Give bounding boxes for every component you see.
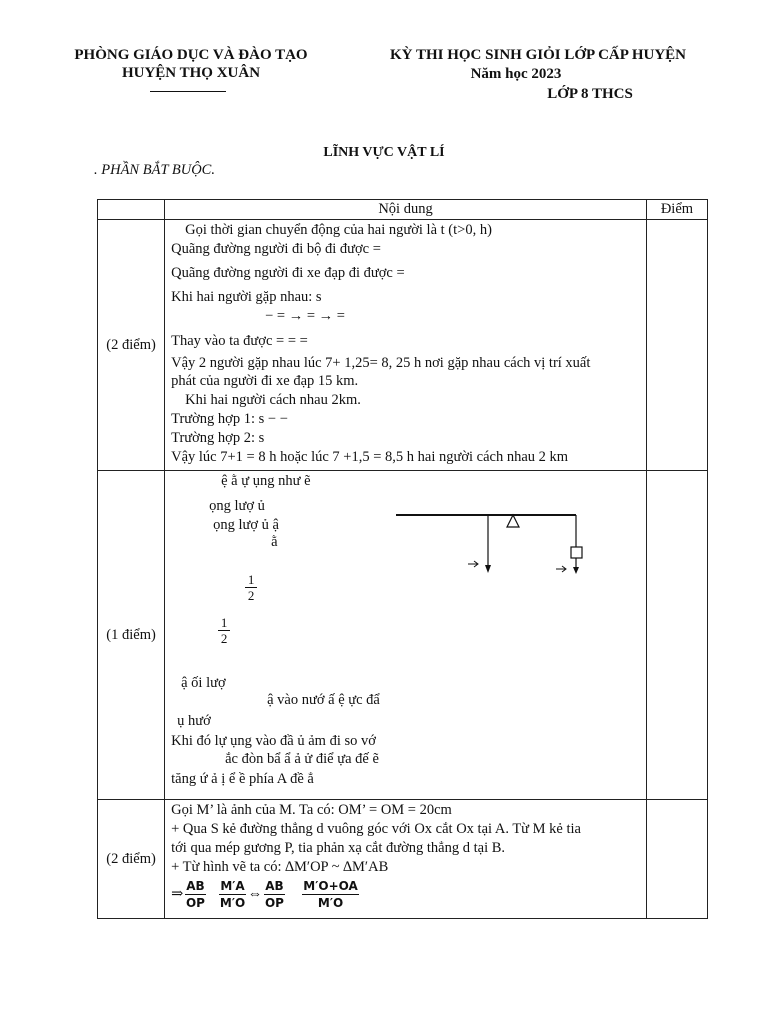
header-blank-cell [98, 200, 165, 220]
table-row [98, 800, 708, 919]
content-line: + Từ hình vẽ ta có: ∆M′OP ~ ∆M′AB [171, 859, 389, 875]
answer-table [97, 199, 708, 919]
row-content [165, 471, 647, 800]
content-line: ụ hướ [177, 713, 211, 729]
content-line: tới qua mép gương P, tia phản xạ cắt đường thẳng d tại B. [171, 840, 506, 856]
row-content [165, 800, 647, 919]
content-line: − = → = → = [265, 308, 345, 324]
content-line: ậ ối lượ [181, 675, 226, 691]
table-row [98, 220, 708, 471]
content-line: Vậy 2 người gặp nhau lúc 7+ 1,25= 8, 25 h nơi gặp nhau cách vị trí xuất [171, 355, 591, 371]
row-score-cell [646, 471, 707, 800]
school-year: Năm học 2023 [470, 66, 562, 82]
content-line: Vậy lúc 7+1 = 8 h hoặc lúc 7 +1,5 = 8,5 h hai người cách nhau 2 km [171, 449, 569, 465]
row-points-label: (1 điểm) [98, 471, 165, 800]
row-score-cell [646, 220, 707, 471]
row-points-label: (2 điểm) [98, 220, 165, 471]
content-line: Quãng đường người đi bộ đi được = [171, 241, 381, 257]
content-line: Gọi thời gian chuyển động của hai người là t (t>0, h) [185, 222, 492, 238]
content-line: tăng ứ ả ị ể ề phía A đề ẳ [171, 771, 314, 787]
fraction-half: 1 2 [218, 615, 230, 646]
content-line: Khi hai người gặp nhau: s [171, 289, 322, 305]
row-content [165, 220, 647, 471]
content-line: Trường hợp 1: s − − [171, 411, 288, 427]
row-score-cell [646, 800, 707, 919]
content-line: Gọi M’ là ảnh của M. Ta có: OM’ = OM = 20cm [171, 802, 452, 818]
content-line: Quãng đường người đi xe đạp đi được = [171, 265, 405, 281]
content-line: Khi đó lự ụng vào đầ ủ ảm đi so vớ [171, 733, 376, 749]
header-points: Điểm [646, 200, 707, 220]
part-title: . PHẦN BẮT BUỘC. [94, 162, 215, 178]
fraction-half: 1 2 [245, 572, 257, 603]
content-line: ệ ằ ự ụng như ẽ [221, 473, 311, 489]
content-line: ọng lượ ủ ậ [213, 517, 279, 533]
table-row [98, 471, 708, 800]
grade-level: LỚP 8 THCS [547, 86, 633, 102]
header-content: Nội dung [165, 200, 647, 220]
content-line: phát của người đi xe đạp 15 km. [171, 373, 359, 389]
content-line: Trường hợp 2: s [171, 430, 265, 446]
section-title: LĨNH VỰC VẬT LÍ [323, 145, 445, 160]
ratio-equation: ⇒ $\frac{AB}{OP}$ $\frac{M'A}{M'O}$ ⇔ $\frac{AB}{OP}$ $\frac{M'O+OA}{M'O}$ [171, 879, 358, 910]
department-name: PHÒNG GIÁO DỤC VÀ ĐÀO TẠO [74, 47, 308, 63]
district-name: HUYỆN THỌ XUÂN [121, 65, 261, 81]
row-points-label: (2 điểm) [98, 800, 165, 919]
content-line: + Qua S kẻ đường thẳng d vuông góc với Ox cắt Ox tại A. Từ M kẻ tia [171, 821, 581, 837]
content-line: ắc đòn bẩ ẩ ả ử điể ựa đế ẽ [225, 751, 379, 767]
content-line: ậ vào nướ ấ ệ ực đẩ [267, 692, 380, 708]
content-line: Thay vào ta được = = = [171, 333, 308, 349]
content-line: ằ [271, 534, 278, 550]
table-header-row [98, 200, 708, 220]
header-underline [150, 91, 226, 92]
lever-diagram [390, 507, 590, 587]
content-line: Khi hai người cách nhau 2km. [185, 392, 361, 408]
content-line: ọng lượ ủ [209, 498, 265, 514]
exam-title: KỲ THI HỌC SINH GIỎI LỚP CẤP HUYỆN [389, 47, 687, 63]
